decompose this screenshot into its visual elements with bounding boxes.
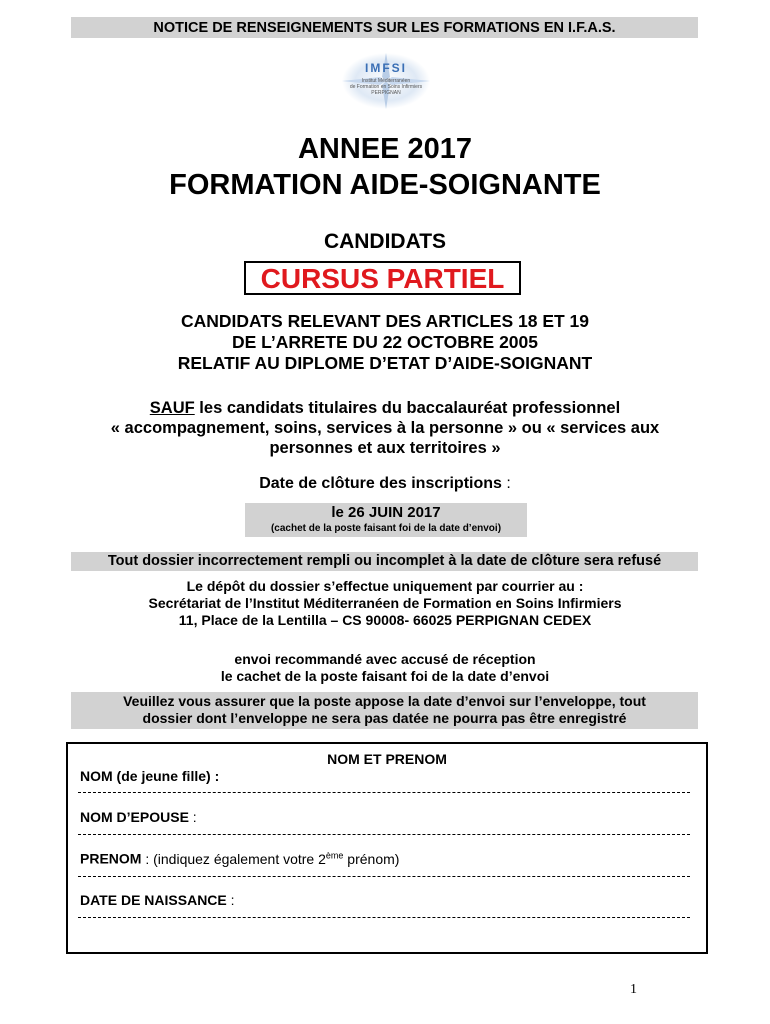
refusal-warning-text: Tout dossier incorrectement rempli ou incomplet à la date de clôture sera refusé: [107, 553, 662, 569]
cursus-partiel-box: [244, 261, 521, 295]
naissance-colon: :: [226, 892, 235, 908]
cloture-text: Date de clôture des inscriptions: [259, 475, 502, 492]
depot-line-2: Secrétariat de l’Institut Méditerranéen de Formation en Soins Infirmiers: [148, 595, 622, 611]
naissance-field[interactable]: [78, 917, 690, 918]
refusal-warning-bar: [71, 552, 698, 571]
nom-epouse-colon: :: [188, 809, 197, 825]
identity-form: [66, 742, 708, 954]
nom-field[interactable]: [78, 792, 690, 793]
sauf-line-2: « accompagnement, soins, services à la personne » ou « services aux: [110, 419, 660, 437]
articles-line-1: CANDIDATS RELEVANT DES ARTICLES 18 ET 19: [180, 311, 590, 331]
page-title: [0, 131, 770, 203]
cloture-label: [0, 475, 770, 493]
cursus-partiel-text: CURSUS PARTIEL: [260, 263, 505, 294]
closing-date-note: (cachet de la poste faisant foi de la date d’envoi): [270, 523, 502, 534]
notice-header-text: NOTICE DE RENSEIGNEMENTS SUR LES FORMATIONS EN I.F.A.S.: [153, 20, 616, 36]
depot-line-1: Le dépôt du dossier s’effectue uniquement par courrier au :: [186, 578, 584, 594]
recommande-line-1: envoi recommandé avec accusé de réception: [234, 651, 536, 667]
title-year: ANNEE 2017: [297, 133, 473, 165]
naissance-label: [80, 892, 235, 908]
closing-date: le 26 JUIN 2017: [331, 504, 441, 521]
prenom-label: [80, 850, 399, 867]
naissance-text: DATE DE NAISSANCE: [80, 892, 227, 908]
title-formation: FORMATION AIDE-SOIGNANTE: [169, 169, 601, 201]
imfsi-logo: [340, 52, 432, 110]
nom-epouse-text: NOM D’EPOUSE: [80, 809, 189, 825]
recommande-block: [0, 651, 770, 685]
recommande-line-2: le cachet de la poste faisant foi de la date d’envoi: [220, 668, 550, 684]
form-heading: NOM ET PRENOM: [327, 751, 447, 767]
cloture-colon: :: [501, 475, 511, 492]
articles-line-3: RELATIF AU DIPLOME D’ETAT D’AIDE-SOIGNANT: [177, 353, 593, 373]
nom-epouse-label: [80, 809, 197, 825]
prenom-text: PRENOM: [80, 850, 142, 867]
nom-epouse-field[interactable]: [78, 834, 690, 835]
articles-line-2: DE L’ARRETE DU 22 OCTOBRE 2005: [231, 332, 538, 352]
sauf-line-1: les candidats titulaires du baccalauréat professionnel: [194, 399, 621, 417]
sauf-line-3: personnes et aux territoires »: [269, 439, 501, 457]
logo-name: IMFSI: [365, 61, 407, 75]
depot-line-3: 11, Place de la Lentilla – CS 90008- 66025 PERPIGNAN CEDEX: [178, 612, 592, 628]
prenom-hint: : (indiquez également votre 2ème prénom): [141, 850, 400, 867]
sauf-word: SAUF: [149, 399, 195, 417]
postmark-notice-line-2: dossier dont l’enveloppe ne sera pas datée ne pourra pas être enregistré: [142, 710, 627, 726]
logo-line-1: Institut Méditerranéen: [361, 78, 411, 84]
page-number: 1: [630, 982, 637, 997]
prenom-field[interactable]: [78, 876, 690, 877]
postmark-notice-line-1: Veuillez vous assurer que la poste appose la date d’envoi sur l’enveloppe, tout: [123, 693, 646, 709]
articles-block: [0, 311, 770, 374]
closing-date-box: [245, 503, 527, 537]
logo-line-2: de Formation en Soins Infirmiers: [349, 84, 423, 90]
nom-label: NOM (de jeune fille) :: [80, 768, 220, 784]
sauf-block: [40, 398, 730, 458]
depot-block: [0, 578, 770, 629]
candidats-heading: CANDIDATS: [323, 230, 447, 253]
notice-header-bar: [71, 17, 698, 38]
logo-line-3: PERPIGNAN: [371, 90, 401, 96]
postmark-notice-bar: [71, 692, 698, 729]
